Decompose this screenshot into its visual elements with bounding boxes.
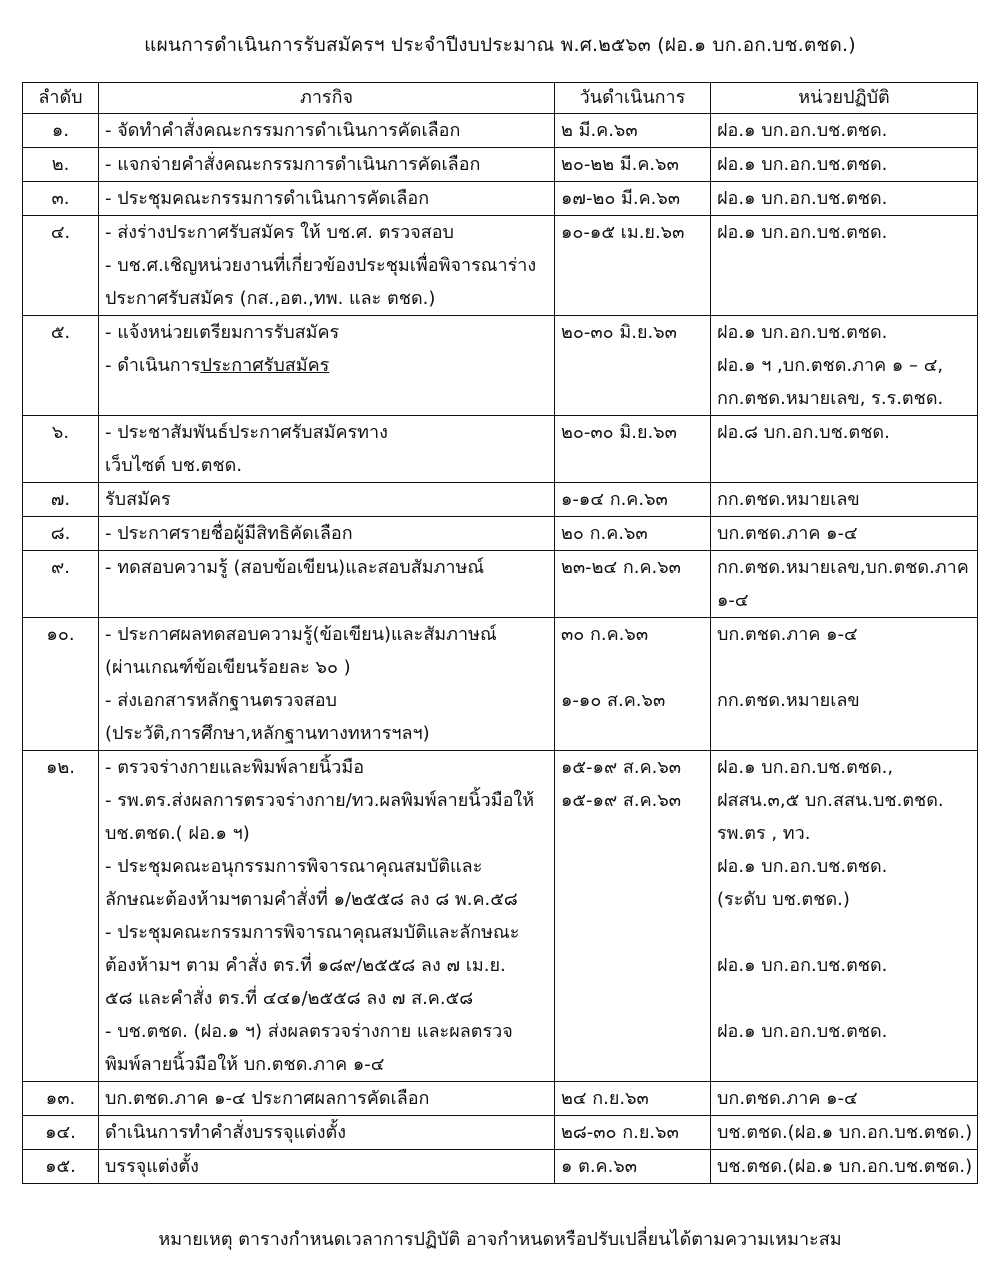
unit-line: (ระดับ บช.ตชด.)	[717, 889, 850, 910]
blank-line	[717, 651, 971, 684]
row-date	[555, 114, 711, 148]
row-task	[99, 182, 555, 216]
row-unit	[711, 148, 978, 182]
row-task	[99, 148, 555, 182]
unit-line: ฝอ.๑ บก.อก.บช.ตชด.	[717, 222, 888, 243]
row-task	[99, 114, 555, 148]
table-row	[23, 114, 978, 148]
blank-line	[105, 382, 548, 415]
table-row	[23, 148, 978, 182]
unit-line: รพ.ตร , ทว.	[717, 823, 811, 844]
row-number: ๑๒.	[23, 751, 99, 1082]
unit-line: ฝสสน.๓,๕ บก.สสน.บช.ตชด.	[717, 790, 944, 811]
task-line: บรรจุแต่งตั้ง	[105, 1156, 199, 1177]
row-number: ๑๕.	[23, 1150, 99, 1184]
table-row	[23, 1150, 978, 1184]
row-date	[555, 618, 711, 751]
unit-line: ฝอ.๑ บก.อก.บช.ตชด.	[717, 154, 888, 175]
row-unit	[711, 114, 978, 148]
date-line: ๒ มี.ค.๖๓	[561, 120, 638, 141]
footnote: หมายเหตุ ตารางกำหนดเวลาการปฏิบัติ อาจกำหนดหรือปรับเปลี่ยนได้ตามความเหมาะสม	[158, 1229, 842, 1250]
date-line: ๑๐-๑๕ เม.ย.๖๓	[561, 222, 685, 243]
date-line: ๒๐-๒๒ มี.ค.๖๓	[561, 154, 679, 175]
task-line: - ทดสอบความรู้ (สอบข้อเขียน)และสอบสัมภาษณ์	[105, 557, 485, 578]
task-line: ลักษณะต้องห้ามฯตามคำสั่งที่ ๑/๒๕๕๘ ลง ๘ พ.ค.๕๘	[105, 889, 518, 910]
row-number: ๑๐.	[23, 618, 99, 751]
table-row	[23, 1082, 978, 1116]
unit-line: บช.ตชด.(ฝอ.๑ บก.อก.บช.ตชด.)	[717, 1122, 973, 1143]
date-line: ๒๐-๓๐ มิ.ย.๖๓	[561, 422, 677, 443]
task-line: เว็บไซต์ บช.ตชด.	[105, 455, 243, 476]
task-line: พิมพ์ลายนิ้วมือให้ บก.ตชด.ภาค ๑-๔	[105, 1054, 385, 1075]
row-task	[99, 618, 555, 751]
row-task	[99, 551, 555, 618]
blank-line	[561, 651, 704, 684]
row-date	[555, 551, 711, 618]
date-line: ๒๔ ก.ย.๖๓	[561, 1088, 649, 1109]
unit-line: ฝอ.๑ ฯ ,บก.ตชด.ภาค ๑ – ๔,	[717, 355, 944, 376]
date-line: ๑๗-๒๐ มี.ค.๖๓	[561, 188, 681, 209]
row-task	[99, 517, 555, 551]
row-unit	[711, 216, 978, 316]
unit-line: บก.ตชด.ภาค ๑-๔	[717, 624, 858, 645]
unit-line: กก.ตชด.หมายเลข, ร.ร.ตชด.	[717, 388, 944, 409]
date-line: ๑ ต.ค.๖๓	[561, 1156, 638, 1177]
table-row	[23, 751, 978, 1082]
row-unit	[711, 1150, 978, 1184]
unit-line: ฝอ.๑ บก.อก.บช.ตชด.	[717, 322, 888, 343]
task-line: - ส่งร่างประกาศรับสมัคร ให้ บช.ศ. ตรวจสอบ	[105, 222, 454, 243]
row-date	[555, 316, 711, 416]
row-number: ๑๔.	[23, 1116, 99, 1150]
row-task	[99, 216, 555, 316]
row-date	[555, 1082, 711, 1116]
unit-line: บช.ตชด.(ฝอ.๑ บก.อก.บช.ตชด.)	[717, 1156, 973, 1177]
date-line: ๑-๑๔ ก.ค.๖๓	[561, 489, 668, 510]
row-unit	[711, 551, 978, 618]
date-line: ๒๘-๓๐ ก.ย.๖๓	[561, 1122, 679, 1143]
row-number: ๖.	[23, 416, 99, 483]
row-number: ๗.	[23, 483, 99, 517]
date-line: ๑๕-๑๙ ส.ค.๖๓	[561, 757, 682, 778]
blank-line	[717, 916, 971, 949]
row-number: ๑.	[23, 114, 99, 148]
row-unit	[711, 618, 978, 751]
table-row	[23, 618, 978, 751]
row-task	[99, 483, 555, 517]
unit-line: ฝอ.๑ บก.อก.บช.ตชด.	[717, 955, 888, 976]
task-line: (ผ่านเกณฑ์ข้อเขียนร้อยละ ๖๐ )	[105, 657, 351, 678]
unit-line: ฝอ.๑ บก.อก.บช.ตชด.	[717, 188, 888, 209]
row-date	[555, 182, 711, 216]
row-task	[99, 1150, 555, 1184]
row-unit	[711, 483, 978, 517]
row-number: ๘.	[23, 517, 99, 551]
date-line: ๒๓-๒๔ ก.ค.๖๓	[561, 557, 681, 578]
table-row	[23, 216, 978, 316]
task-line: - ประชุมคณะอนุกรรมการพิจารณาคุณสมบัติและ	[105, 856, 483, 877]
task-line: - แจกจ่ายคำสั่งคณะกรรมการดำเนินการคัดเลือก	[105, 154, 481, 175]
row-number: ๕.	[23, 316, 99, 416]
row-unit	[711, 517, 978, 551]
unit-line: ฝอ.๑ บก.อก.บช.ตชด.	[717, 856, 888, 877]
row-number: ๓.	[23, 182, 99, 216]
row-task	[99, 751, 555, 1082]
row-unit	[711, 751, 978, 1082]
unit-line: ฝอ.๑ บก.อก.บช.ตชด.,	[717, 757, 894, 778]
row-date	[555, 216, 711, 316]
task-line: - แจ้งหน่วยเตรียมการรับสมัคร	[105, 322, 340, 343]
task-line: (ประวัติ,การศึกษา,หลักฐานทางทหารฯลฯ)	[105, 723, 430, 744]
row-date	[555, 751, 711, 1082]
row-date	[555, 483, 711, 517]
task-line: - ส่งเอกสารหลักฐานตรวจสอบ	[105, 690, 337, 711]
row-unit	[711, 416, 978, 483]
row-task	[99, 316, 555, 416]
announcement-underlined: ประกาศรับสมัคร	[200, 355, 330, 376]
unit-line: ฝอ.๑ บก.อก.บช.ตชด.	[717, 120, 888, 141]
date-line: ๓๐ ก.ค.๖๓	[561, 624, 649, 645]
task-line: - ประชุมคณะกรรมการดำเนินการคัดเลือก	[105, 188, 430, 209]
table-row	[23, 1116, 978, 1150]
row-task	[99, 1116, 555, 1150]
row-date	[555, 517, 711, 551]
header-no: ลำดับ	[23, 83, 99, 114]
unit-line: กก.ตชด.หมายเลข,บก.ตชด.ภาค	[717, 557, 969, 578]
task-line: - บช.ตชด. (ฝอ.๑ ฯ) ส่งผลตรวจร่างกาย และผลตรวจ	[105, 1021, 513, 1042]
date-line: ๑๕-๑๙ ส.ค.๖๓	[561, 790, 682, 811]
row-number: ๒.	[23, 148, 99, 182]
task-line: - ประกาศรายชื่อผู้มีสิทธิคัดเลือก	[105, 523, 353, 544]
table-row	[23, 483, 978, 517]
row-task	[99, 416, 555, 483]
task-line: - ประชุมคณะกรรมการพิจารณาคุณสมบัติและลักษณะ	[105, 922, 520, 943]
row-unit	[711, 1082, 978, 1116]
schedule-table	[22, 82, 978, 1184]
task-line: - จัดทำคำสั่งคณะกรรมการดำเนินการคัดเลือก	[105, 120, 461, 141]
page-title: แผนการดำเนินการรับสมัครฯ ประจำปีงบประมาณ พ.ศ.๒๕๖๓ (ฝอ.๑ บก.อก.บช.ตชด.)	[144, 34, 856, 56]
blank-line	[717, 982, 971, 1015]
header-date: วันดำเนินการ	[555, 83, 711, 114]
row-number: ๔.	[23, 216, 99, 316]
task-line	[105, 349, 548, 382]
unit-line: กก.ตชด.หมายเลข	[717, 690, 860, 711]
table-row	[23, 316, 978, 416]
unit-line: บก.ตชด.ภาค ๑-๔	[717, 1088, 858, 1109]
row-date	[555, 416, 711, 483]
task-line: ๕๘ และคำสั่ง ตร.ที่ ๔๔๑/๒๕๕๘ ลง ๗ ส.ค.๕๘	[105, 988, 474, 1009]
unit-line: ฝอ.๘ บก.อก.บช.ตชด.	[717, 422, 890, 443]
unit-line: กก.ตชด.หมายเลข	[717, 489, 860, 510]
date-line: ๑-๑๐ ส.ค.๖๓	[561, 690, 666, 711]
row-number: ๑๓.	[23, 1082, 99, 1116]
row-unit	[711, 316, 978, 416]
row-date	[555, 1150, 711, 1184]
date-line: ๒๐-๓๐ มิ.ย.๖๓	[561, 322, 677, 343]
task-line: - ประกาศผลทดสอบความรู้(ข้อเขียน)และสัมภาษณ์	[105, 624, 497, 645]
row-date	[555, 1116, 711, 1150]
unit-line: บก.ตชด.ภาค ๑-๔	[717, 523, 858, 544]
task-line: ต้องห้ามฯ ตาม คำสั่ง ตร.ที่ ๑๘๙/๒๕๕๘ ลง ๗ เม.ย.	[105, 955, 506, 976]
task-line: - บช.ศ.เชิญหน่วยงานที่เกี่ยวข้องประชุมเพื่อพิจารณาร่าง	[105, 255, 537, 276]
row-unit	[711, 182, 978, 216]
task-line: บก.ตชด.ภาค ๑-๔ ประกาศผลการคัดเลือก	[105, 1088, 430, 1109]
task-line: - รพ.ตร.ส่งผลการตรวจร่างกาย/ทว.ผลพิมพ์ลายนิ้วมือให้	[105, 790, 535, 811]
task-line: บช.ตชด.( ฝอ.๑ ฯ)	[105, 823, 250, 844]
task-line: ดำเนินการทำคำสั่งบรรจุแต่งตั้ง	[105, 1122, 346, 1143]
table-header-row	[23, 83, 978, 114]
task-line: - ประชาสัมพันธ์ประกาศรับสมัครทาง	[105, 422, 388, 443]
table-row	[23, 517, 978, 551]
header-task: ภารกิจ	[99, 83, 555, 114]
task-line: - ตรวจร่างกายและพิมพ์ลายนิ้วมือ	[105, 757, 365, 778]
task-line: รับสมัคร	[105, 489, 171, 510]
row-unit	[711, 1116, 978, 1150]
row-number: ๙.	[23, 551, 99, 618]
task-line: ประกาศรับสมัคร (กส.,อต.,ทพ. และ ตชด.)	[105, 288, 436, 309]
row-task	[99, 1082, 555, 1116]
table-row	[23, 416, 978, 483]
date-line: ๒๐ ก.ค.๖๓	[561, 523, 648, 544]
task-text: - ดำเนินการ	[105, 355, 201, 376]
table-row	[23, 182, 978, 216]
header-unit: หน่วยปฏิบัติ	[711, 83, 978, 114]
table-row	[23, 551, 978, 618]
unit-line: ๑-๔	[717, 590, 749, 611]
row-date	[555, 148, 711, 182]
unit-line: ฝอ.๑ บก.อก.บช.ตชด.	[717, 1021, 888, 1042]
